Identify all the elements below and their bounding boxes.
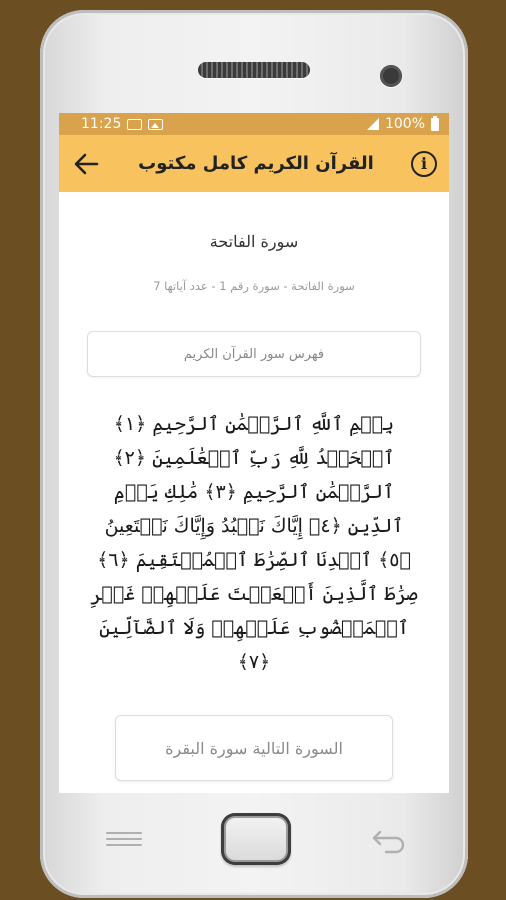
surah-title: سورة الفاتحة	[209, 232, 299, 251]
surah-verses: بِسۡمِ ٱللَّهِ ٱلرَّحۡمَٰنِ ٱلرَّحِيمِ ﴿١﴾ ٱلۡحَمۡدُ لِلَّهِ رَبِّ ٱلۡعَٰلَمِينَ ﴿٢﴾ ٱلرَّحۡمَٰنِ ٱلرَّحِيمِ ﴿٣﴾ مَٰلِكِ يَوۡمِ ٱلدِّينِ ﴿٤﴾ إِيَّاكَ نَعۡبُدُ وَإِيَّاكَ نَسۡتَعِينُ ﴿٥﴾ ٱهۡدِنَا ٱلصِّرَٰطَ ٱلۡمُسۡتَقِيمَ ﴿٦﴾ صِرَٰطَ ٱلَّذِينَ أَنۡعَمۡتَ عَلَيۡهِمۡ غَيۡرِ ٱلۡمَغۡضُوبِ عَلَيۡهِمۡ وَلَا ٱلضَّآلِّينَ ﴿٧﴾	[90, 413, 418, 673]
battery-icon	[431, 118, 439, 131]
app-bar	[59, 135, 449, 192]
surah-content	[59, 232, 449, 781]
home-button[interactable]	[221, 813, 291, 865]
battery-percentage: 100%	[384, 116, 425, 132]
front-camera	[380, 65, 402, 87]
surah-info: سورة الفاتحة - سورة رقم 1 - عدد آياتها 7	[153, 279, 355, 293]
menu-key-icon[interactable]	[106, 832, 142, 854]
notification-icon	[127, 119, 142, 130]
next-surah-button[interactable]: السورة التالية سورة البقرة	[115, 715, 393, 781]
status-right	[367, 116, 439, 132]
surah-index-button[interactable]: فهرس سور القرآن الكريم	[87, 331, 421, 377]
status-left	[81, 116, 163, 132]
app-screen	[59, 113, 449, 793]
arrow-back-icon[interactable]	[71, 149, 101, 179]
image-icon	[148, 119, 163, 130]
info-icon[interactable]: i	[411, 151, 437, 177]
speaker-grille	[198, 62, 310, 78]
status-bar	[59, 113, 449, 135]
signal-icon	[367, 118, 379, 130]
status-time: 11:25	[81, 116, 122, 132]
app-title: القرآن الكريم كامل مكتوب	[138, 153, 374, 174]
back-key-icon[interactable]	[370, 828, 406, 854]
